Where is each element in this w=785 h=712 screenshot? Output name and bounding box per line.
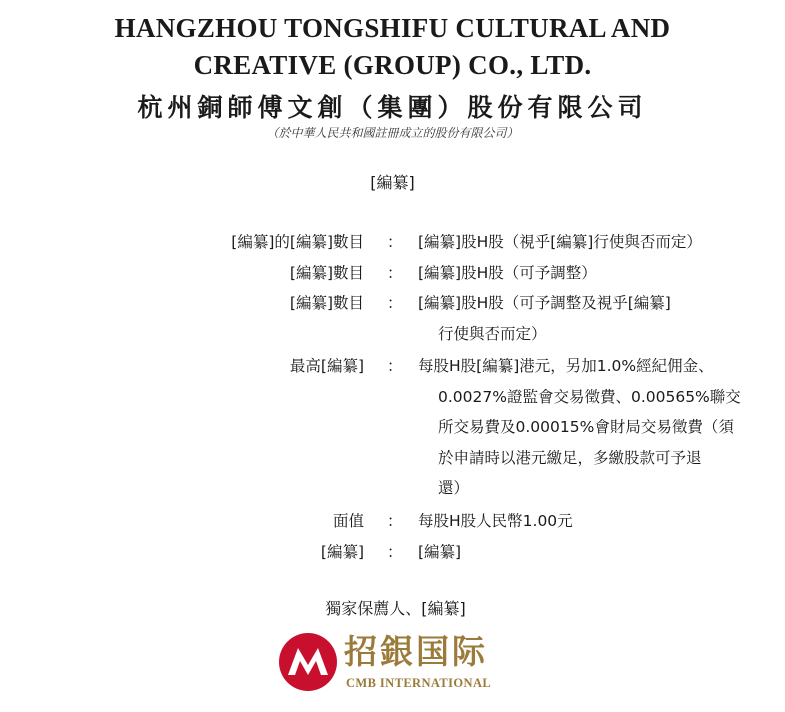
offer-term-value-line: [編纂]股H股（可予調整及視乎[編纂] bbox=[418, 294, 671, 312]
offer-term-colon: ： bbox=[387, 264, 403, 282]
offer-term-colon: ： bbox=[387, 512, 403, 530]
offer-term-value-line: 行使與否而定） bbox=[438, 324, 547, 343]
offer-term-value bbox=[418, 506, 780, 537]
offer-term-label: [編纂] bbox=[320, 543, 364, 561]
offer-term-value bbox=[418, 227, 780, 258]
incorporation-note: （於中華人民共和國註冊成立的股份有限公司） bbox=[266, 126, 519, 140]
cmb-logo-icon bbox=[278, 632, 338, 692]
offer-term-label: [編纂]數目 bbox=[289, 264, 364, 282]
offer-term-label: [編纂]數目 bbox=[289, 294, 364, 312]
offer-term-label: [編纂]的[編纂]數目 bbox=[231, 233, 364, 251]
offer-term-value-line: 每股H股人民幣1.00元 bbox=[418, 512, 573, 530]
offer-term-colon: ： bbox=[387, 233, 403, 251]
redacted-heading: [編纂] bbox=[370, 173, 415, 192]
offer-term-value-line: [編纂]股H股（視乎[編纂]行使與否而定） bbox=[418, 233, 702, 251]
logo-name-en: CMB INTERNATIONAL bbox=[346, 676, 492, 690]
sole-sponsor-line: 獨家保薦人、[編纂] bbox=[325, 599, 466, 618]
offer-term-value-line: 還） bbox=[438, 479, 470, 497]
offer-term-colon: ： bbox=[387, 294, 403, 312]
offer-term-value-line: 於申請時以港元繳足，多繳股款可予退 bbox=[438, 448, 702, 467]
offer-term-value-line: 所交易費及0.00015%會財局交易徵費（須 bbox=[438, 418, 734, 436]
logo-name-cn: 招銀国际 bbox=[344, 632, 488, 671]
company-name-en-line1: HANGZHOU TONGSHIFU CULTURAL AND bbox=[114, 13, 671, 43]
offer-term-label: 最高[編纂] bbox=[289, 357, 364, 375]
offer-term-label: 面值 bbox=[332, 512, 364, 530]
offer-term-value bbox=[418, 258, 780, 289]
offer-term-value bbox=[418, 537, 780, 568]
offer-term-colon: ： bbox=[387, 357, 403, 375]
offer-term-value-line: [編纂] bbox=[418, 543, 462, 561]
offer-term-colon: ： bbox=[387, 543, 403, 561]
offer-term-value-line: 0.0027%證監會交易徵費、0.00565%聯交 bbox=[438, 387, 741, 406]
offer-term-value bbox=[418, 288, 780, 349]
offer-term-value-line: 每股H股[編纂]港元，另加1.0%經紀佣金、 bbox=[418, 357, 714, 375]
cmb-international-logo bbox=[278, 632, 510, 694]
company-name-cn: 杭州銅師傅文創（集團）股份有限公司 bbox=[137, 93, 648, 122]
offer-term-value bbox=[418, 351, 780, 504]
company-name-en-line2: CREATIVE (GROUP) CO., LTD. bbox=[193, 50, 592, 80]
offer-term-value-line: [編纂]股H股（可予調整） bbox=[418, 264, 597, 282]
